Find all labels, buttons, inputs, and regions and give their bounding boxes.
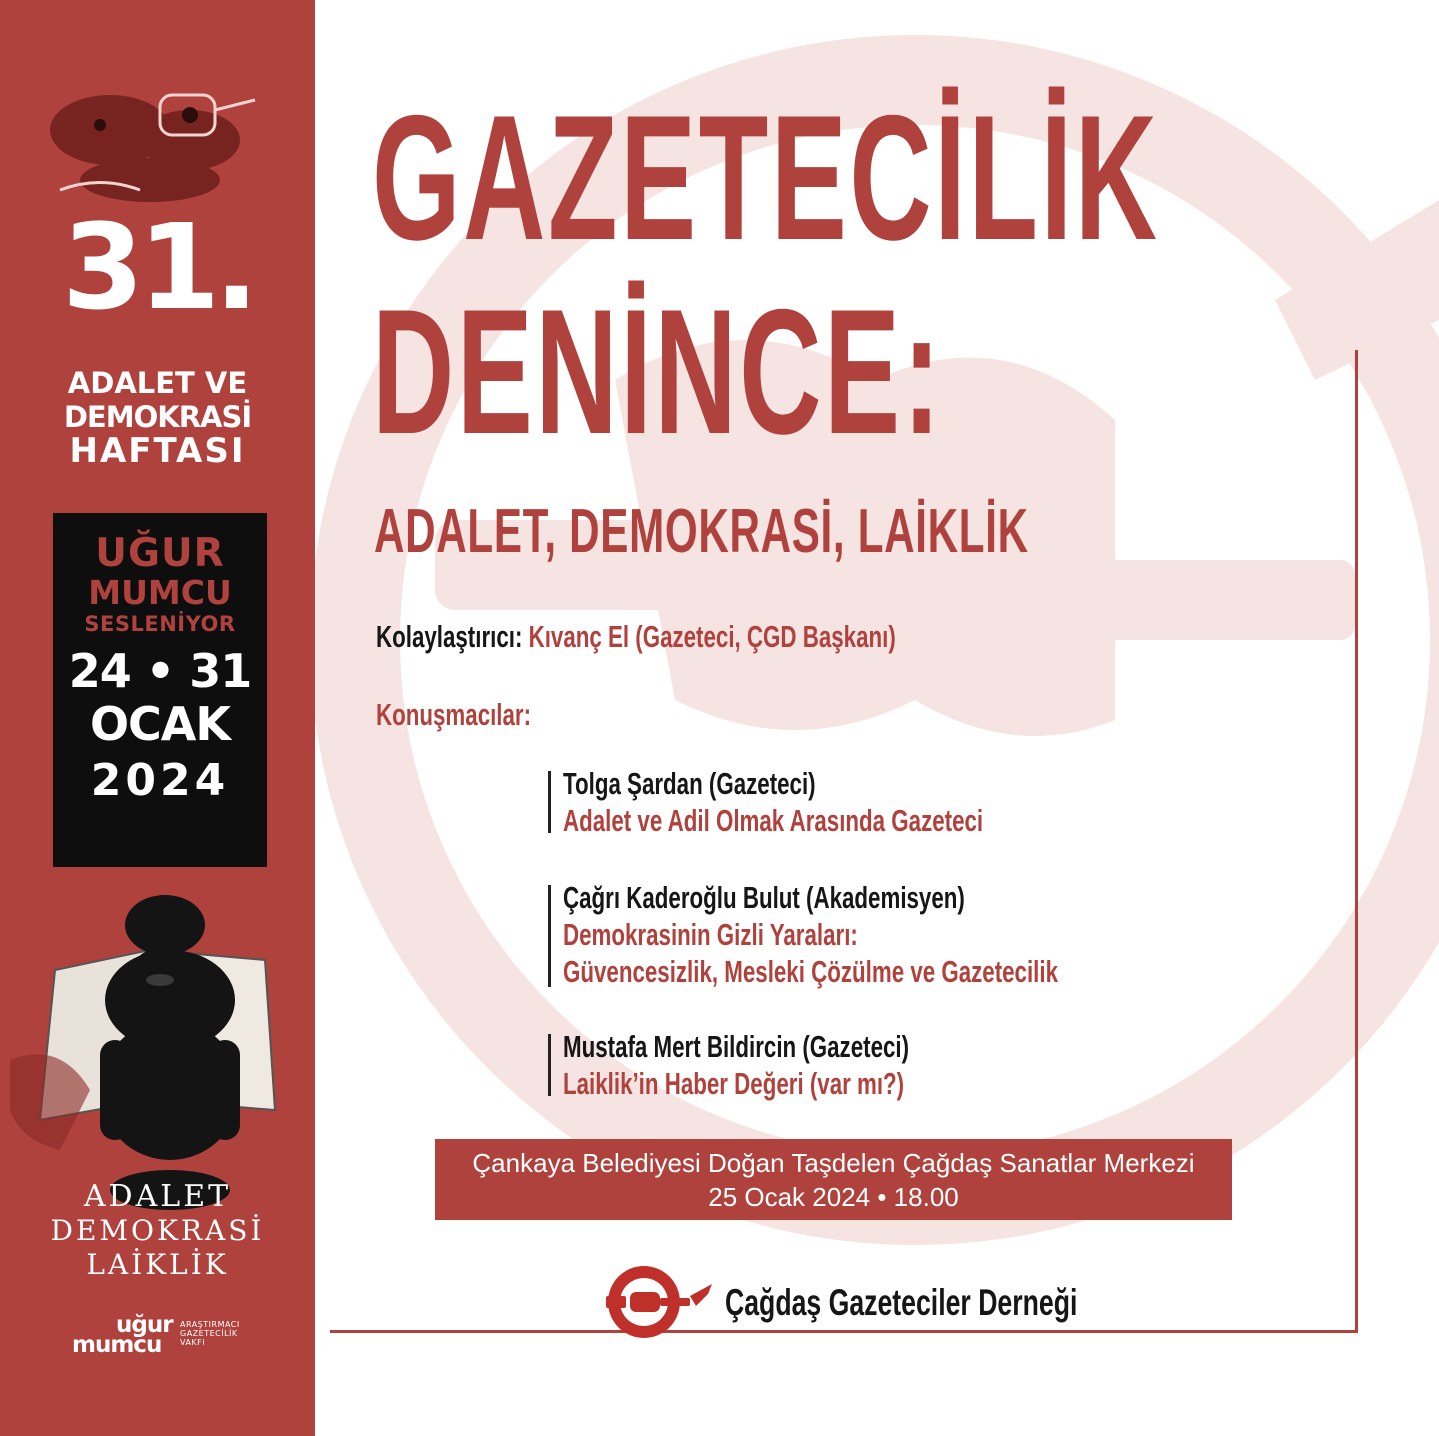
frame-line-right bbox=[1355, 350, 1358, 1332]
speaker-bar bbox=[548, 885, 551, 987]
speaker-topic: Adalet ve Adil Olmak Arasında Gazeteci bbox=[563, 803, 984, 838]
speakers-label: Konuşmacılar: bbox=[376, 697, 532, 732]
week-line-3: HAFTASI bbox=[69, 431, 246, 471]
edition-number: 31. bbox=[61, 198, 254, 336]
box-name-line-3: SESLENİYOR bbox=[84, 612, 236, 636]
facilitator-label: Kolaylaştırıcı: bbox=[376, 619, 523, 654]
foundation-small-2: GAZETECİLİK bbox=[180, 1329, 238, 1338]
speaker-name: Tolga Şardan (Gazeteci) bbox=[563, 766, 816, 801]
theme-demokrasi: DEMOKRASİ bbox=[50, 1214, 265, 1247]
speaker-topic: Laiklik’in Haber Değeri (var mı?) bbox=[563, 1066, 905, 1101]
box-name-line-1: UĞUR bbox=[95, 531, 225, 576]
speaker-bar bbox=[548, 1034, 551, 1096]
foundation-small-1: ARAŞTIRMACI bbox=[180, 1320, 240, 1329]
portrait-illustration bbox=[40, 80, 270, 210]
box-date-month: OCAK bbox=[89, 697, 231, 751]
monkeys-book-illustration bbox=[0, 890, 315, 1220]
sidebar bbox=[0, 0, 315, 1436]
week-line-2: DEMOKRASİ bbox=[63, 400, 252, 434]
foundation-small-3: VAKFI bbox=[180, 1338, 206, 1347]
organizer-logo bbox=[600, 1262, 1080, 1342]
venue-datetime: 25 Ocak 2024 • 18.00 bbox=[708, 1182, 959, 1212]
facilitator bbox=[376, 620, 896, 654]
title-line-1: GAZETECİLİK bbox=[372, 78, 1160, 277]
week-line-1: ADALET VE bbox=[67, 366, 248, 400]
speaker-name: Çağrı Kaderoğlu Bulut (Akademisyen) bbox=[563, 880, 965, 915]
event-week-title bbox=[0, 366, 315, 471]
venue-place: Çankaya Belediyesi Doğan Taşdelen Çağdaş Sanatlar Merkezi bbox=[472, 1148, 1195, 1178]
theme-words bbox=[0, 1180, 315, 1282]
speaker-topic: Demokrasinin Gizli Yaraları: bbox=[563, 917, 858, 952]
foundation-ugur: uğur bbox=[116, 1312, 173, 1338]
box-date-year: 2024 bbox=[90, 755, 230, 806]
title-line-2: DENİNCE: bbox=[372, 272, 944, 471]
box-date-range: 24 • 31 bbox=[68, 644, 252, 698]
speaker-bar bbox=[548, 771, 551, 833]
theme-laiklik: LAİKLİK bbox=[86, 1248, 229, 1281]
subtitle: ADALET, DEMOKRASİ, LAİKLİK bbox=[374, 497, 1029, 566]
speaker-topic-2: Güvencesizlik, Mesleki Çözülme ve Gazetecilik bbox=[563, 954, 1058, 989]
foundation-logo bbox=[72, 1312, 272, 1362]
organizer-name: Çağdaş Gazeteciler Derneği bbox=[725, 1282, 1078, 1323]
speaker-name: Mustafa Mert Bildircin (Gazeteci) bbox=[563, 1029, 910, 1064]
box-name-line-2: MUMCU bbox=[88, 573, 232, 612]
theme-adalet: ADALET bbox=[83, 1179, 232, 1214]
venue-banner bbox=[435, 1139, 1232, 1220]
facilitator-value: Kıvanç El (Gazeteci, ÇGD Başkanı) bbox=[528, 619, 896, 654]
gear-icon bbox=[600, 1262, 720, 1342]
foundation-mumcu: mumcu bbox=[72, 1332, 162, 1358]
dates-box bbox=[53, 513, 267, 867]
